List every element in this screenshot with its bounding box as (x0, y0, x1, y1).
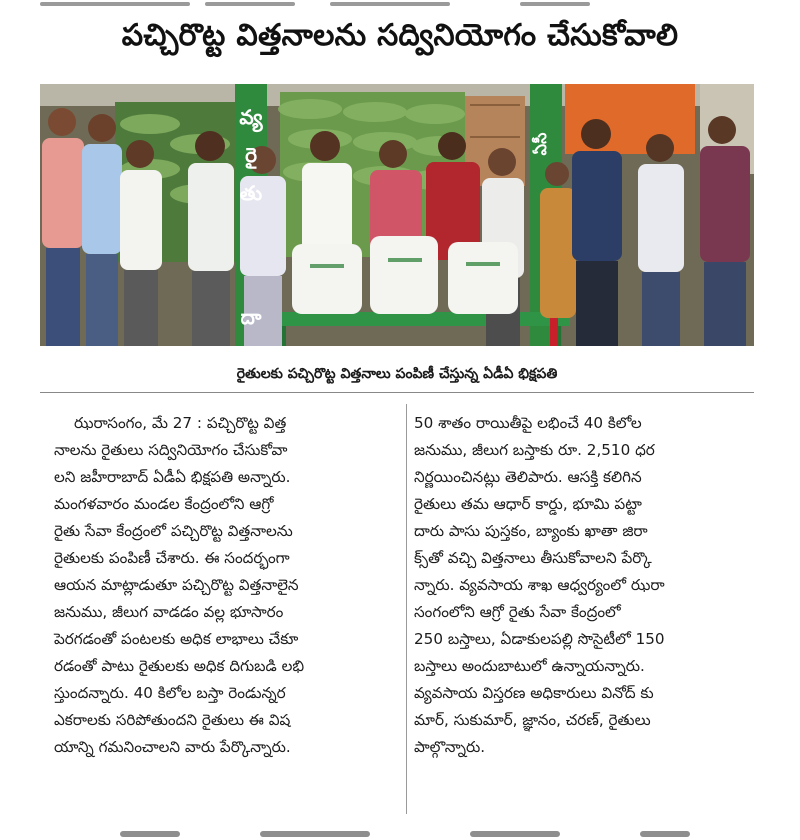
body-line: ఝరాసంగం, మే 27 : పచ్చిరొట్ట విత్త (74, 414, 287, 432)
body-line: వ్యవసాయ విస్తరణ అధికారులు వినోద్ కు (414, 684, 654, 702)
sign-letters: ఏసీ (531, 132, 550, 156)
banner-letter: వ్య (239, 105, 263, 129)
body-line: 250 బస్తాలు, ఏడాకులపల్లి సొసైటీలో 150 (414, 630, 665, 648)
cropped-previous-article-text (0, 0, 800, 10)
body-line: నాలను రైతులు సద్వినియోగం చేసుకోవా (54, 441, 288, 459)
body-line: పాల్గొన్నారు. (414, 738, 486, 756)
body-line: క్స్‌తో వచ్చి విత్తనాలు తీసుకోవాలని పేర్కొ (414, 549, 652, 567)
article-column-right (414, 410, 754, 761)
body-line: నిర్ణయించినట్లు తెలిపారు. ఆసక్తి కలిగిన (414, 468, 642, 486)
article-photo (40, 84, 754, 346)
body-line: సంగంలోని ఆగ్రో రైతు సేవా కేంద్రంలో (414, 603, 621, 621)
article-headline: పచ్చిరొట్ట విత్తనాలను సద్వినియోగం చేసుకోవాలి (121, 18, 679, 53)
column-divider (406, 404, 407, 814)
banner-letter: దా (240, 305, 262, 329)
body-line: దారు పాసు పుస్తకం, బ్యాంకు ఖాతా జిరా (414, 522, 648, 540)
body-line: మంగళవారం మండల కేంద్రంలోని ఆగ్రో (54, 495, 274, 513)
body-line: లని జహీరాబాద్ ఏడీఏ భిక్షపతి అన్నారు. (54, 468, 291, 486)
body-line: జనుము, జీలుగ వాడడం వల్ల భూసారం (54, 603, 284, 621)
body-line: జనుము, జీలుగ బస్తాకు రూ. 2,510 ధర (414, 441, 655, 459)
body-line: రైతు సేవా కేంద్రంలో పచ్చిరొట్ట విత్తనాలను (54, 522, 293, 540)
body-line: యాన్ని గమనించాలని వారు పేర్కొన్నారు. (54, 738, 291, 756)
body-line: మార్, సుకుమార్, జ్ఞానం, చరణ్, రైతులు (414, 711, 651, 729)
body-line: న్నారు. వ్యవసాయ శాఖ ఆధ్వర్యంలో ఝరా (414, 576, 665, 594)
body-line: రైతులకు పంపిణీ చేశారు. ఈ సందర్భంగా (54, 549, 290, 567)
body-line: ఎకరాలకు సరిపోతుందని రైతులు ఈ విష (54, 711, 291, 729)
body-line: పెరగడంతో పంటలకు అధిక లాభాలు చేకూ (54, 630, 299, 648)
body-line: బస్తాలు అందుబాటులో ఉన్నాయన్నారు. (414, 657, 645, 675)
body-line: రడంతో పాటు రైతులకు అధిక దిగుబడి లభి (54, 657, 305, 675)
body-line: ఆయన మాట్లాడుతూ పచ్చిరొట్ట విత్తనాలైన (54, 576, 299, 594)
banner-letter: తు (239, 181, 263, 205)
photo-caption: రైతులకు పచ్చిరొట్ట విత్తనాలు పంపిణీ చేస్తున్న ఏడీఏ భిక్షపతి (236, 366, 558, 382)
body-line: స్తుందన్నారు. 40 కిలోల బస్తా రెండున్నర (54, 684, 286, 702)
caption-rule (40, 392, 754, 393)
body-line: 50 శాతం రాయితీపై లభించే 40 కిలోల (414, 414, 642, 432)
article-column-left (54, 410, 399, 761)
body-line: రైతులు తమ ఆధార్ కార్డు, భూమి పట్టా (414, 495, 642, 513)
banner-letter: రై (245, 143, 257, 167)
cropped-next-article-text (0, 828, 800, 840)
